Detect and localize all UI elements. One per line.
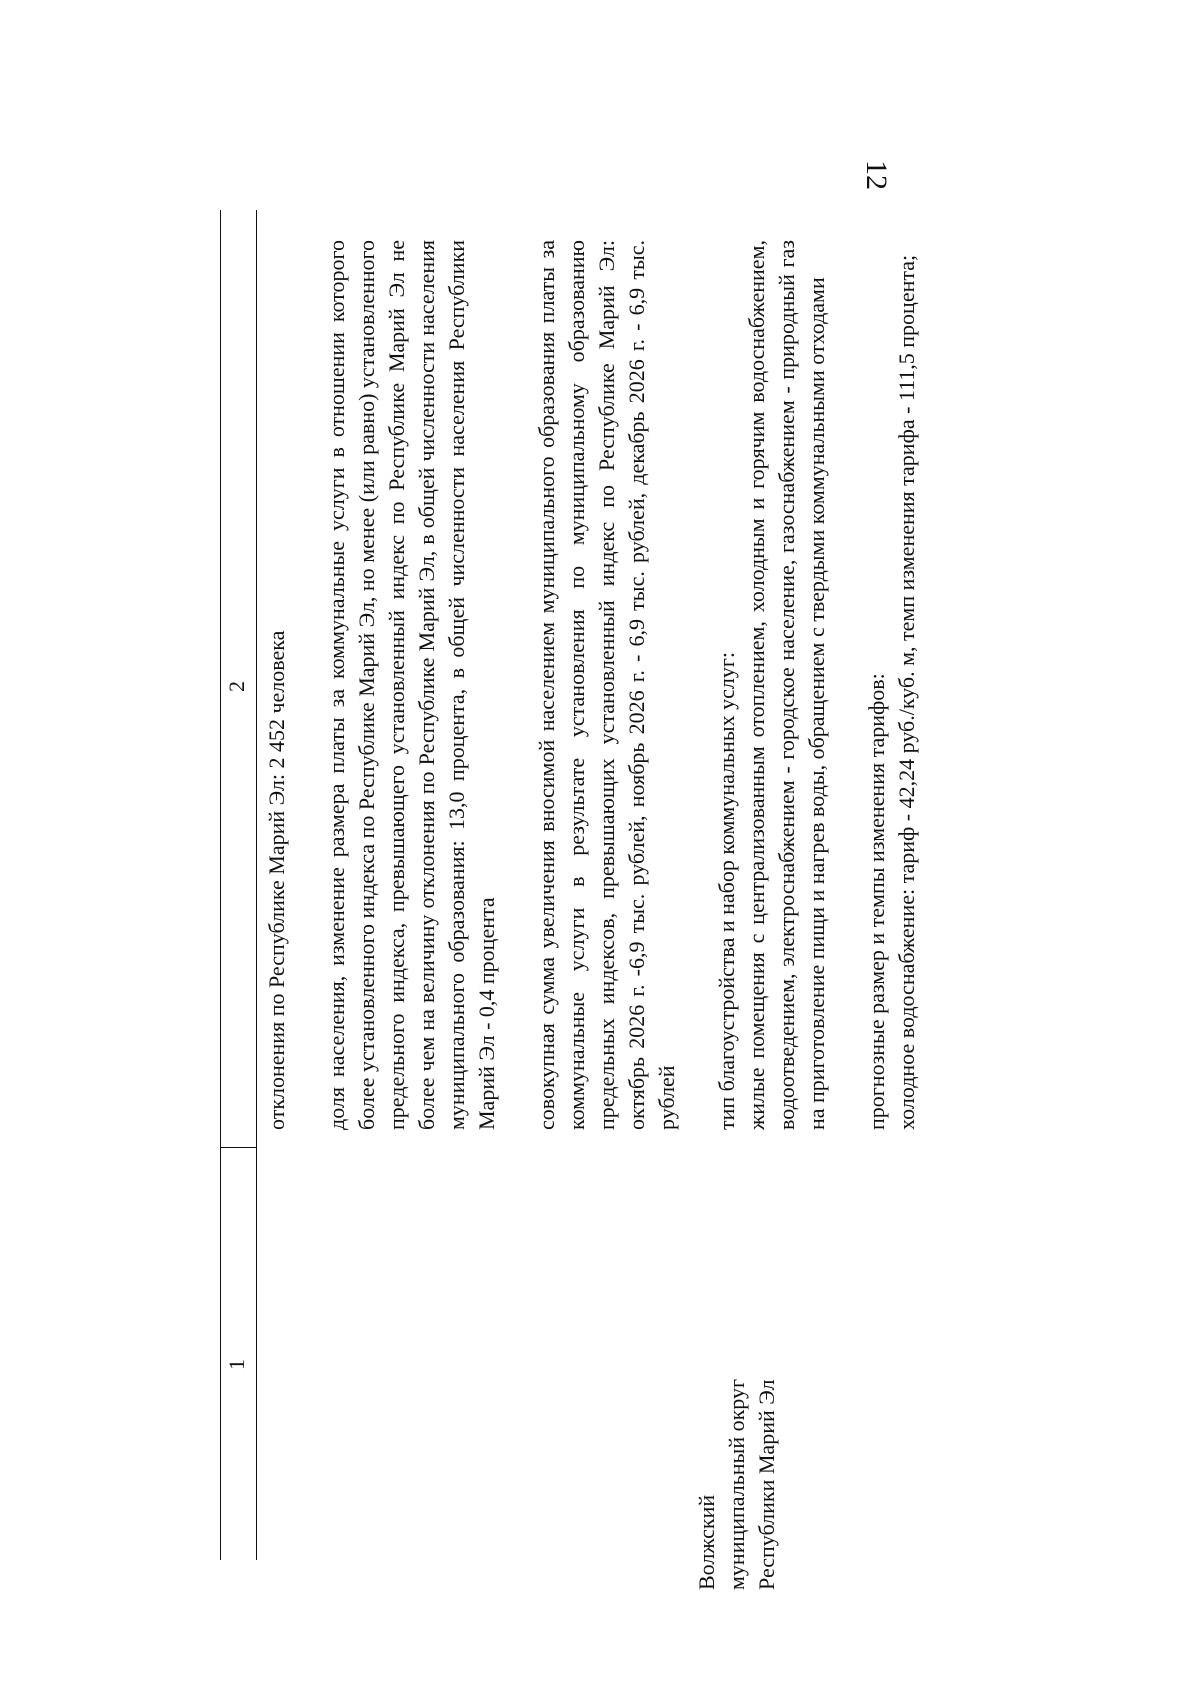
amenities-text: жилые помещения с централизованным отоплением, холодным и горячим водоснабжением, водоотведением, электроснабжением - городское население, газоснабжением - природный газ на приготовление пищи и нагрев воды, обращением с твердыми коммунальными отходами — [744, 240, 829, 1130]
municipality-name — [692, 1170, 782, 1590]
paragraph-population-share: доля населения, изменение размера платы за коммунальные услуги в отношении которого более установленного индекса по Республике Марий Эл, но менее (или равно) установленного предельного индекса, превышающего установленный индекс по Республике Марий Эл не более чем на величину отклонения по Республике Марий Эл, в общей численности населения муниципального образования: 13,0 процента, в общей численности населения Республики Марий Эл - 0,4 процента — [324, 240, 499, 1130]
table-column-divider — [220, 1147, 256, 1148]
tariffs-lead: прогнозные размер и темпы изменения тарифов: — [864, 673, 889, 1130]
municipality-line-3: Республики Марий Эл — [754, 1379, 779, 1590]
rotated-page-content — [220, 150, 940, 1590]
paragraph-total-sum: совокупная сумма увеличения вносимой населением муниципального образования платы за коммунальные услуги в результате установления по муниципальному образованию предельных индексов, превышающих установленный индекс по Республике Марий Эл: октябрь 2026 г. -6,9 тыс. рублей, ноябрь 2026 г. - 6,9 тыс. рублей, декабрь 2026 г. - 6,9 тыс. рублей — [534, 240, 679, 1130]
table-header-bottom-line — [256, 210, 257, 1560]
paragraph-tariffs — [862, 240, 922, 1130]
column-number-2: 2 — [224, 681, 249, 692]
page-number: 12 — [860, 160, 893, 190]
municipality-line-1: Волжский — [694, 1494, 719, 1590]
content-column — [262, 240, 952, 1130]
paragraph-deviation: отклонения по Республике Марий Эл: 2 452 человека — [264, 630, 289, 1130]
amenities-lead: тип благоустройства и набор коммунальных услуг: — [714, 651, 739, 1130]
municipality-line-2: муниципальный округ — [724, 1378, 749, 1590]
table-top-line — [220, 210, 221, 1560]
paragraph-amenities — [712, 240, 832, 1130]
tariffs-text: холодное водоснабжение: тариф - 42,24 руб./куб. м, темп изменения тарифа - 111,5 процента; — [894, 254, 919, 1130]
column-number-1: 1 — [224, 1359, 249, 1370]
